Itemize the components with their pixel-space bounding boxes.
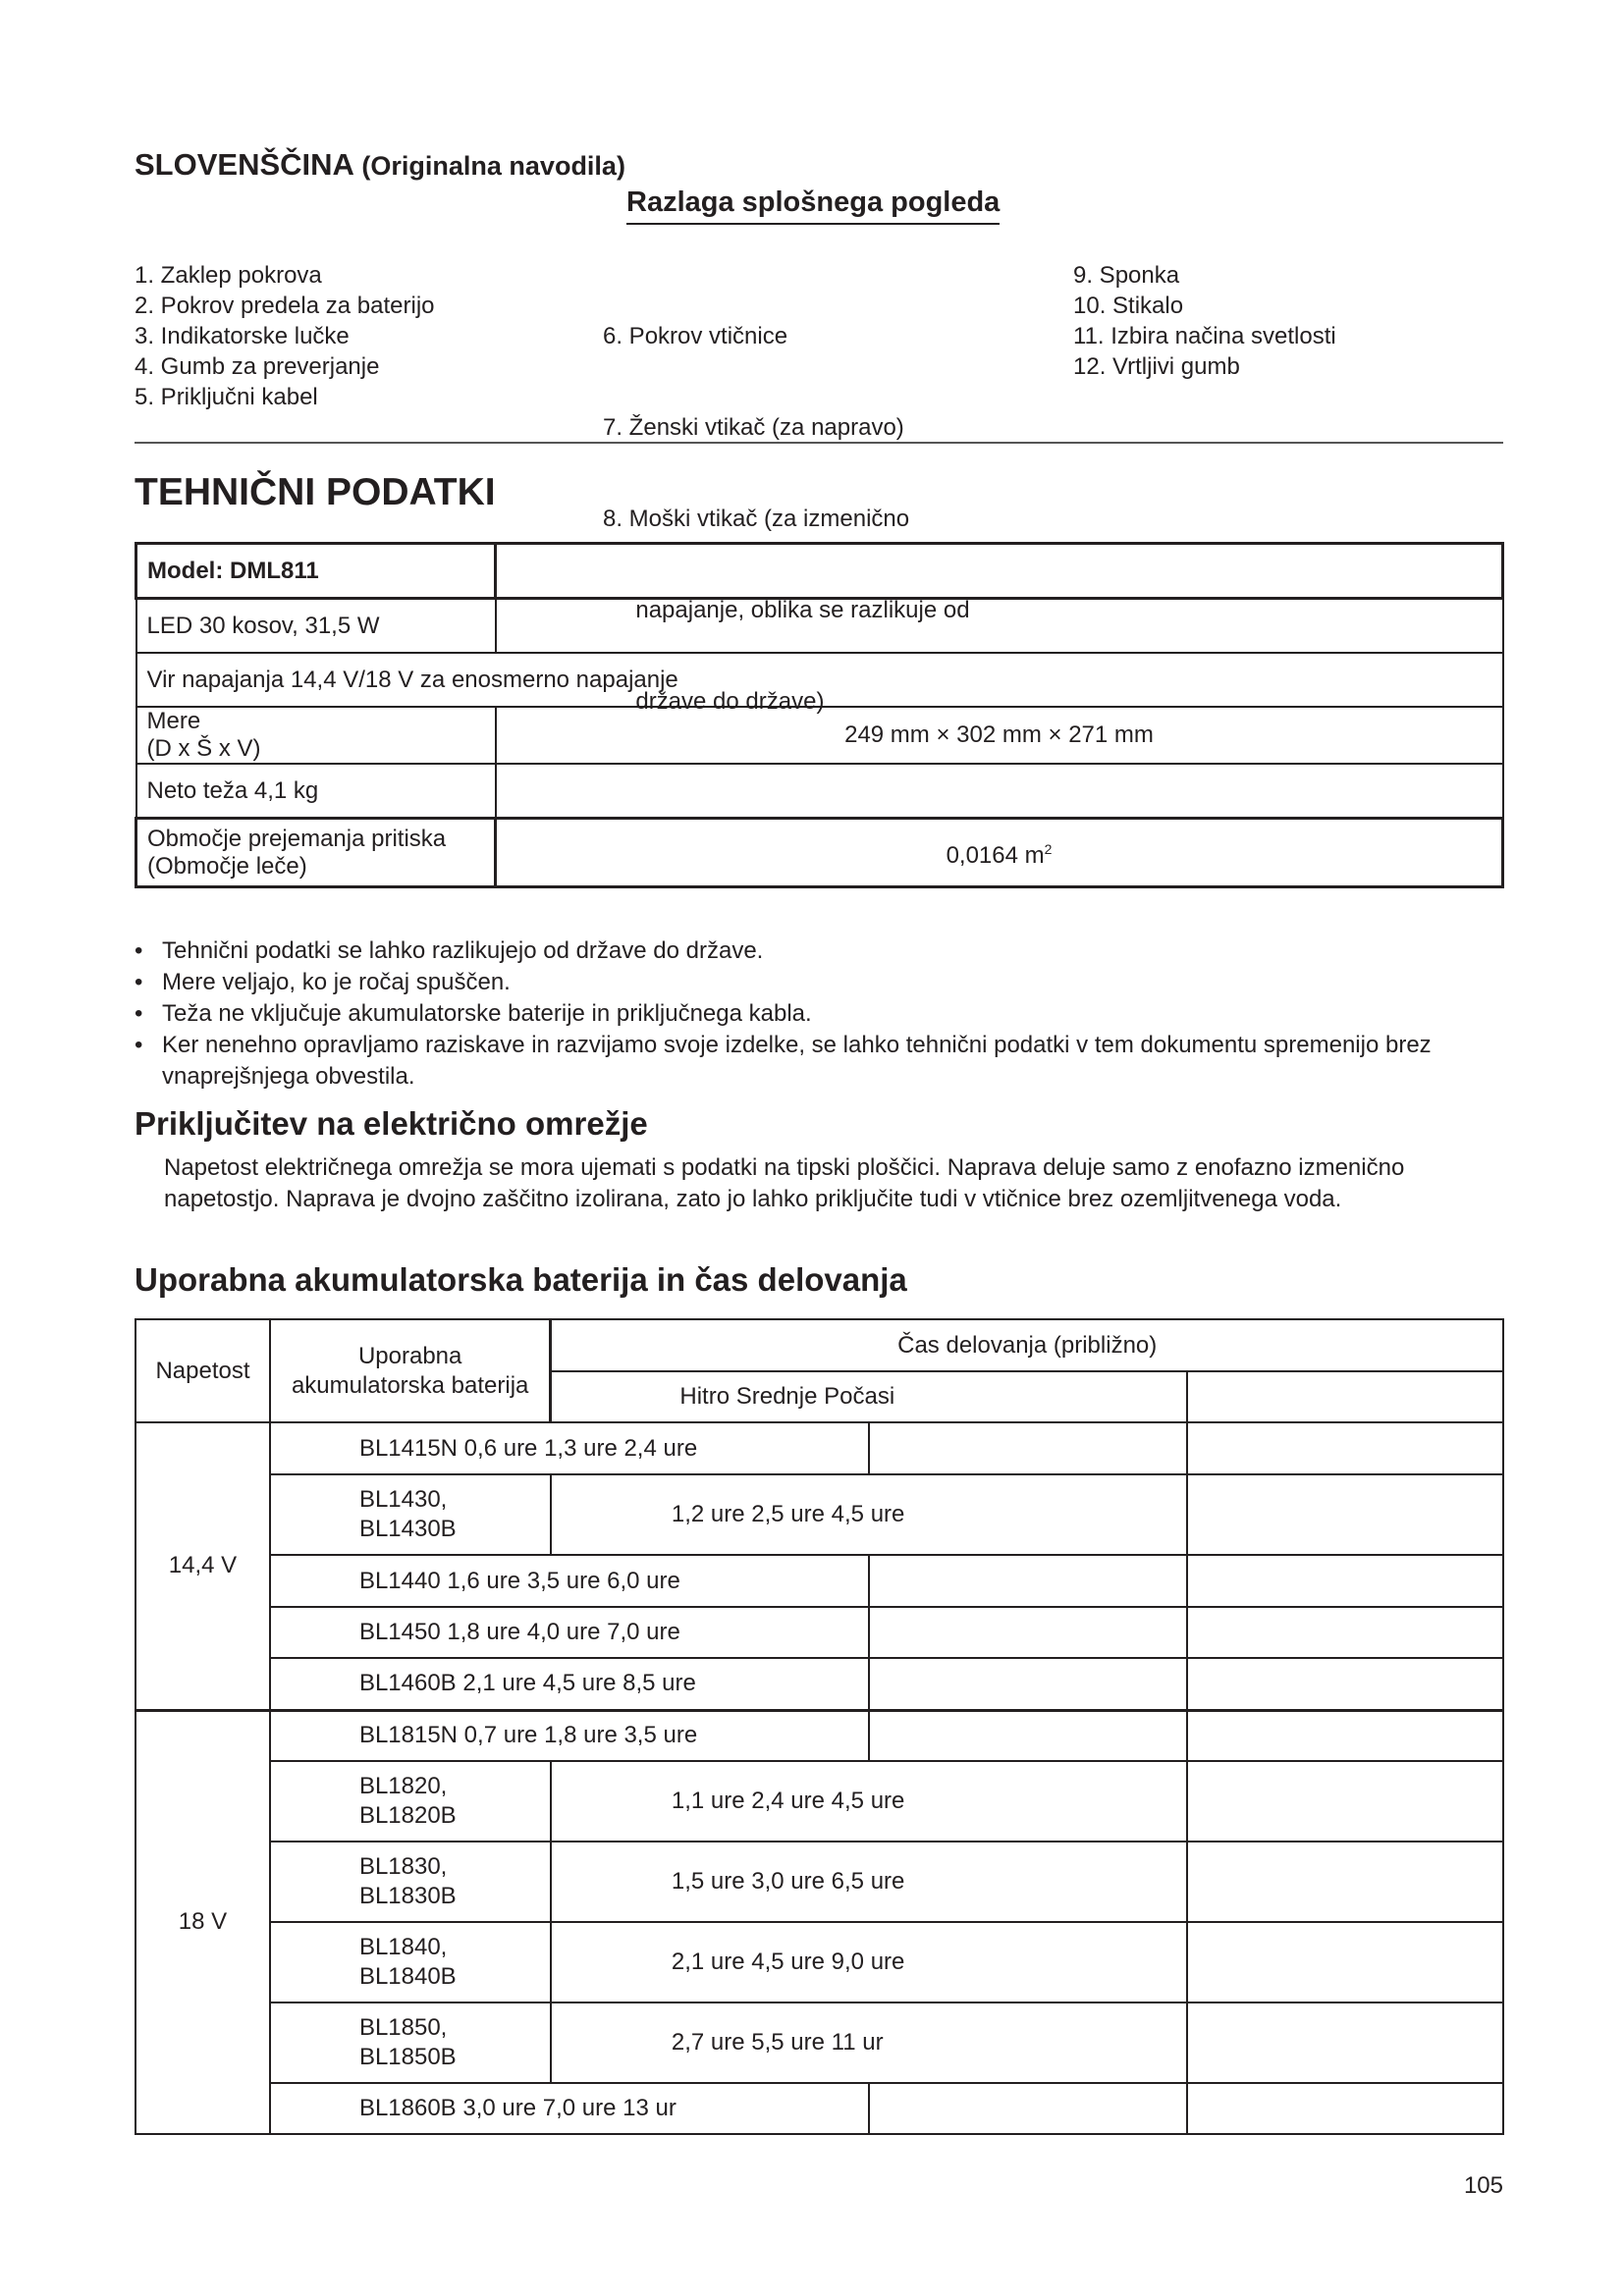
table-row [136,707,1503,764]
table-cell-empty [1187,1371,1503,1422]
spec-weight: Neto teža 4,1 kg [136,764,496,819]
table-cell-empty [1187,1474,1503,1555]
header-modes: Hitro Srednje Počasi [551,1371,1187,1422]
list-item: 12. Vrtljivi gumb [1073,353,1240,380]
table-row [136,653,1503,707]
spec-area-label-line2: (Območje leče) [147,852,307,880]
table-row [136,599,1503,654]
spec-model: Model: DML811 [136,544,496,599]
table-cell-empty [1187,1658,1503,1710]
language-subtitle: (Originalna navodila) [361,151,625,181]
spec-power: Vir napajanja 14,4 V/18 V za enosmerno napajanje [136,653,1503,707]
list-item: • Tehnični podatki se lahko razlikujejo od države do države. [135,937,764,964]
table-row [135,2002,1503,2083]
spec-dimensions-label [136,707,496,764]
battery-row: 2,7 ure 5,5 ure 11 ur [551,2002,1187,2083]
battery-row: 1,1 ure 2,4 ure 4,5 ure [551,1761,1187,1842]
language-heading [135,147,625,183]
list-item: države do države) [603,688,825,715]
section-divider [135,442,1503,444]
battery-row: 2,1 ure 4,5 ure 9,0 ure [551,1922,1187,2002]
spec-area-value [496,819,1503,887]
table-cell-empty [1187,1607,1503,1658]
table-cell-empty [1187,2002,1503,2083]
list-item: 3. Indikatorske lučke [135,323,350,349]
table-row [135,2083,1503,2134]
battery-row: 1,5 ure 3,0 ure 6,5 ure [551,1842,1187,1922]
battery-name: BL1850, BL1850B [270,2002,551,2083]
spec-led: LED 30 kosov, 31,5 W [136,599,496,654]
list-item: 5. Priključni kabel [135,384,318,410]
battery-row: BL1415N 0,6 ure 1,3 ure 2,4 ure [270,1422,869,1474]
table-cell-empty [869,1607,1187,1658]
battery-row: BL1450 1,8 ure 4,0 ure 7,0 ure [270,1607,869,1658]
battery-name: BL1840, BL1840B [270,1922,551,2002]
battery-row: BL1860B 3,0 ure 7,0 ure 13 ur [270,2083,869,2134]
table-row [135,1555,1503,1607]
battery-name: BL1820, BL1820B [270,1761,551,1842]
voltage-18v: 18 V [135,1710,270,2134]
spec-value-empty [496,544,1503,599]
voltage-14v: 14,4 V [135,1422,270,1710]
table-cell-empty [1187,2083,1503,2134]
table-cell-empty [869,1658,1187,1710]
list-item: 10. Stikalo [1073,293,1184,319]
table-row [135,1658,1503,1710]
spec-value-empty [496,764,1503,819]
battery-row: BL1460B 2,1 ure 4,5 ure 8,5 ure [270,1658,869,1710]
language-label: SLOVENŠČINA [135,147,353,182]
spec-area-number: 0,0164 m [946,842,1045,869]
spec-dimensions-label-line1: Mere [146,708,201,734]
table-row [135,1422,1503,1474]
battery-name: BL1830, BL1830B [270,1842,551,1922]
battery-title: Uporabna akumulatorska baterija in čas delovanja [135,1261,907,1298]
header-battery [270,1319,551,1422]
battery-table [135,1318,1504,2135]
list-item: 8. Moški vtikač (za izmenično [603,506,910,532]
table-row [135,1842,1503,1922]
table-row [135,1761,1503,1842]
list-item: 6. Pokrov vtičnice [603,323,788,349]
spec-dimensions-label-line2: (D x Š x V) [146,735,261,762]
table-row [135,1922,1503,2002]
parts-list-col1 [135,260,435,412]
table-cell-empty [1187,1710,1503,1761]
spec-dimensions-value: 249 mm × 302 mm × 271 mm [496,707,1503,764]
specs-table [135,542,1504,888]
header-operating-time: Čas delovanja (približno) [551,1319,1503,1371]
list-item: napajanje, oblika se razlikuje od [603,597,970,623]
table-cell-empty [869,1555,1187,1607]
list-item: • Mere veljajo, ko je ročaj spuščen. [135,969,511,995]
page-number: 105 [1463,2172,1503,2199]
battery-name: BL1430, BL1430B [270,1474,551,1555]
table-row [135,1607,1503,1658]
list-item: • Teža ne vključuje akumulatorske baterije in priključnega kabla. [135,1000,812,1027]
list-item: 4. Gumb za preverjanje [135,353,380,380]
spec-area-label [136,819,496,887]
table-cell-empty [1187,1555,1503,1607]
battery-row: BL1815N 0,7 ure 1,8 ure 3,5 ure [270,1710,869,1761]
spec-value-empty [496,599,1503,654]
overview-title: Razlaga splošnega pogleda [626,187,1000,225]
specs-title: TEHNIČNI PODATKI [135,471,496,513]
list-item: 1. Zaklep pokrova [135,262,322,289]
spec-area-label-line1: Območje prejemanja pritiska [147,825,447,852]
spec-notes [135,935,1504,1093]
header-battery-line1: Uporabna [357,1342,462,1369]
list-item: 11. Izbira načina svetlosti [1073,323,1336,349]
table-cell-empty [1187,1761,1503,1842]
battery-row: 1,2 ure 2,5 ure 4,5 ure [551,1474,1187,1555]
list-item: 9. Sponka [1073,262,1180,289]
mains-title: Priključitev na električno omrežje [135,1105,648,1142]
table-cell-empty [869,1710,1187,1761]
header-battery-line2: akumulatorska baterija [291,1371,529,1399]
battery-row: BL1440 1,6 ure 3,5 ure 6,0 ure [270,1555,869,1607]
table-cell-empty [1187,1842,1503,1922]
table-cell-empty [1187,1422,1503,1474]
mains-text: Napetost električnega omrežja se mora ujemati s podatki na tipski ploščici. Naprava deluje samo z enofazno izmenično napetostjo. Naprava je dvojno zaščitno izolirana, zato jo lahko priključite tudi v vtičnice brez ozemljitvenega voda. [164,1154,1405,1212]
spec-area-exponent: 2 [1044,841,1053,857]
table-row [135,1474,1503,1555]
table-row [136,544,1503,599]
header-voltage: Napetost [135,1319,270,1422]
table-row [136,764,1503,819]
table-row [135,1710,1503,1761]
table-cell-empty [1187,1922,1503,2002]
parts-list-col3 [1073,260,1336,382]
list-item: 2. Pokrov predela za baterijo [135,293,435,319]
table-cell-empty [869,2083,1187,2134]
list-item: 7. Ženski vtikač (za napravo) [603,414,904,441]
table-row [136,819,1503,887]
table-cell-empty [869,1422,1187,1474]
table-row [135,1319,1503,1371]
list-item: • Ker nenehno opravljamo raziskave in razvijamo svoje izdelke, se lahko tehnični podatki v tem dokumentu spremenijo brez vnaprejšnjega obvestila. [135,1032,1432,1090]
